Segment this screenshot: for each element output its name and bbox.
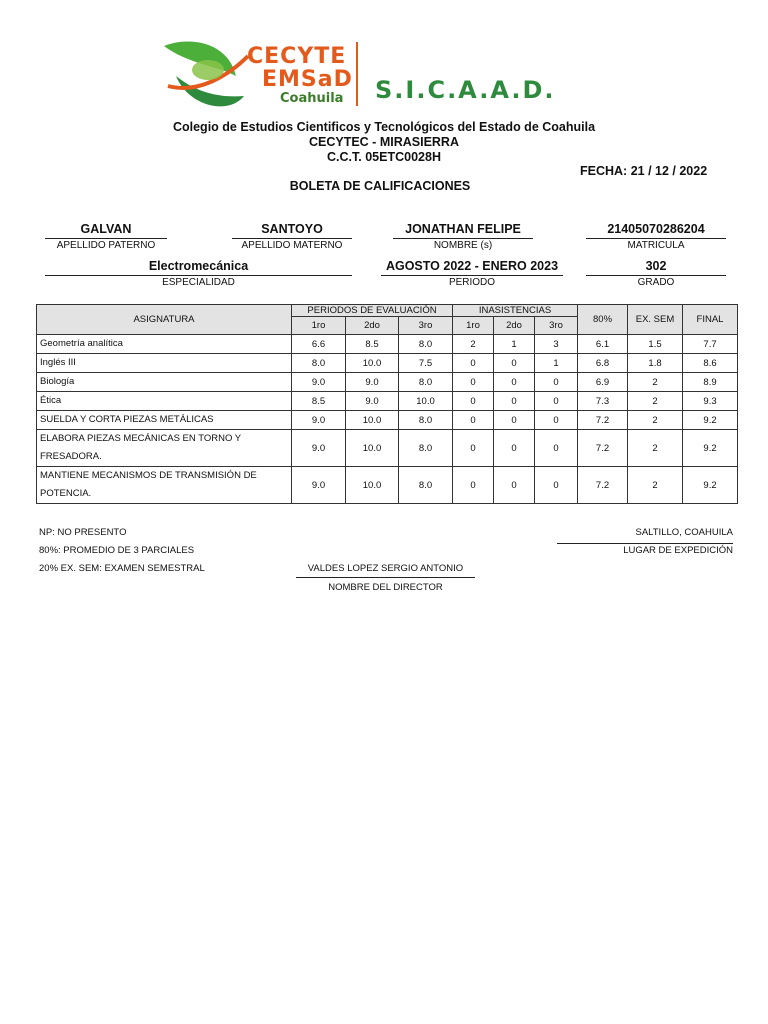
grade-cell-i1: 0 [453, 411, 494, 430]
grade-cell-i3: 3 [535, 335, 578, 354]
grade-cell-p2: 10.0 [346, 467, 399, 504]
header-sub-absence: 3ro [535, 317, 578, 335]
issue-place: SALTILLO, COAHUILA [557, 527, 733, 544]
subject-cell: Biología [37, 373, 292, 392]
grade-cell-i1: 0 [453, 392, 494, 411]
header-sub-absence: 2do [494, 317, 535, 335]
grade-cell-final: 9.3 [683, 392, 738, 411]
header-sub-period: 3ro [399, 317, 453, 335]
logo-text-coahuila: Coahuila [280, 91, 344, 106]
logo-divider [356, 42, 358, 106]
grade-cell-p3: 8.0 [399, 335, 453, 354]
grade-cell-p2: 9.0 [346, 373, 399, 392]
grade-cell-p1: 8.5 [292, 392, 346, 411]
table-row [37, 335, 738, 354]
grade-cell-final: 8.6 [683, 354, 738, 373]
grade-cell-p1: 9.0 [292, 467, 346, 504]
grade-cell-p80: 7.3 [578, 392, 628, 411]
table-row [37, 467, 738, 504]
grade-cell-i2: 0 [494, 467, 535, 504]
table-row [37, 430, 738, 467]
grade-cell-p2: 10.0 [346, 354, 399, 373]
cct-code: C.C.T. 05ETC0028H [327, 150, 441, 164]
grade-cell-i1: 2 [453, 335, 494, 354]
grade-cell-p3: 8.0 [399, 430, 453, 467]
issue-date: FECHA: 21 / 12 / 2022 [580, 164, 708, 178]
field-grado [586, 259, 726, 289]
header-inasistencias: INASISTENCIAS [453, 305, 578, 317]
field-nombre [393, 222, 533, 252]
header-exsem: EX. SEM [628, 305, 683, 335]
table-row [37, 392, 738, 411]
note-80: 80%: PROMEDIO DE 3 PARCIALES [39, 545, 195, 556]
subject-cell: MANTIENE MECANISMOS DE TRANSMISIÓN DE POTENCIA. [37, 467, 292, 504]
table-row [37, 373, 738, 392]
grade-cell-i1: 0 [453, 430, 494, 467]
subject-cell: Inglés III [37, 354, 292, 373]
grade-cell-i2: 0 [494, 373, 535, 392]
grade-cell-i2: 0 [494, 392, 535, 411]
grade-cell-p3: 8.0 [399, 411, 453, 430]
grade-cell-p80: 7.2 [578, 411, 628, 430]
grade-cell-i3: 0 [535, 392, 578, 411]
grade-cell-i2: 0 [494, 411, 535, 430]
subject-cell: ELABORA PIEZAS MECÁNICAS EN TORNO Y FRESADORA. [37, 430, 292, 467]
table-row [37, 354, 738, 373]
grade-cell-p2: 9.0 [346, 392, 399, 411]
grade-cell-i3: 0 [535, 373, 578, 392]
grado-label: GRADO [637, 277, 675, 288]
grade-cell-p80: 6.9 [578, 373, 628, 392]
director-name: VALDES LOPEZ SERGIO ANTONIO [296, 563, 475, 578]
grade-cell-i3: 0 [535, 430, 578, 467]
system-title: S.I.C.A.A.D. [375, 76, 556, 104]
campus-name: CECYTEC - MIRASIERRA [308, 135, 459, 149]
grade-cell-exsem: 1.8 [628, 354, 683, 373]
note-np: NP: NO PRESENTO [39, 527, 127, 538]
grade-cell-p1: 9.0 [292, 411, 346, 430]
grades-table [36, 304, 738, 504]
field-apellido-materno [232, 222, 352, 252]
grade-cell-i3: 0 [535, 411, 578, 430]
matricula-label: MATRICULA [627, 240, 685, 251]
subject-cell: Ética [37, 392, 292, 411]
grade-cell-p80: 7.2 [578, 430, 628, 467]
grade-cell-exsem: 2 [628, 430, 683, 467]
apellido-materno-value: SANTOYO [232, 222, 352, 239]
grade-cell-p80: 6.8 [578, 354, 628, 373]
grade-cell-i2: 1 [494, 335, 535, 354]
nombre-value: JONATHAN FELIPE [393, 222, 533, 239]
logo-text-cecyte: CECYTE [247, 44, 347, 69]
field-especialidad [45, 259, 352, 289]
periodo-label: PERIODO [448, 277, 496, 288]
grade-cell-final: 9.2 [683, 467, 738, 504]
apellido-materno-label: APELLIDO MATERNO [241, 240, 343, 251]
grade-cell-p3: 10.0 [399, 392, 453, 411]
grade-cell-final: 9.2 [683, 411, 738, 430]
apellido-paterno-label: APELLIDO PATERNO [56, 240, 156, 251]
periodo-value: AGOSTO 2022 - ENERO 2023 [381, 259, 563, 276]
grade-cell-p1: 9.0 [292, 430, 346, 467]
logo-text-emsad: EMSaD [262, 67, 353, 92]
grade-cell-p2: 10.0 [346, 430, 399, 467]
grade-cell-i1: 0 [453, 373, 494, 392]
nombre-label: NOMBRE (s) [433, 240, 493, 251]
grade-cell-exsem: 2 [628, 411, 683, 430]
especialidad-value: Electromecánica [45, 259, 352, 276]
grade-cell-final: 8.9 [683, 373, 738, 392]
grade-cell-i2: 0 [494, 430, 535, 467]
grade-cell-exsem: 2 [628, 392, 683, 411]
field-matricula [586, 222, 726, 252]
grade-cell-p3: 7.5 [399, 354, 453, 373]
grado-value: 302 [586, 259, 726, 276]
subject-cell: Geometría analítica [37, 335, 292, 354]
grade-cell-final: 9.2 [683, 430, 738, 467]
institution-name: Colegio de Estudios Cientificos y Tecnológicos del Estado de Coahuila [172, 120, 596, 134]
grade-cell-p1: 6.6 [292, 335, 346, 354]
field-apellido-paterno [45, 222, 167, 252]
grade-cell-p1: 8.0 [292, 354, 346, 373]
apellido-paterno-value: GALVAN [45, 222, 167, 239]
table-row [37, 411, 738, 430]
grade-cell-p80: 7.2 [578, 467, 628, 504]
grade-cell-p2: 10.0 [346, 411, 399, 430]
grade-cell-exsem: 1.5 [628, 335, 683, 354]
header-periodos: PERIODOS DE EVALUACIÓN [292, 305, 453, 317]
grade-cell-p80: 6.1 [578, 335, 628, 354]
header-sub-period: 2do [346, 317, 399, 335]
header-80: 80% [578, 305, 628, 335]
header-final: FINAL [683, 305, 738, 335]
grade-cell-i1: 0 [453, 354, 494, 373]
grade-cell-p3: 8.0 [399, 467, 453, 504]
field-periodo [381, 259, 563, 289]
grade-cell-p2: 8.5 [346, 335, 399, 354]
grade-cell-exsem: 2 [628, 373, 683, 392]
header-sub-absence: 1ro [453, 317, 494, 335]
director-label: NOMBRE DEL DIRECTOR [328, 582, 443, 593]
grade-cell-exsem: 2 [628, 467, 683, 504]
matricula-value: 21405070286204 [586, 222, 726, 239]
grade-cell-i2: 0 [494, 354, 535, 373]
note-20: 20% EX. SEM: EXAMEN SEMESTRAL [39, 563, 205, 574]
issue-place-label: LUGAR DE EXPEDICIÓN [623, 545, 733, 556]
grade-cell-p1: 9.0 [292, 373, 346, 392]
subject-cell: SUELDA Y CORTA PIEZAS METÁLICAS [37, 411, 292, 430]
header-asignatura: ASIGNATURA [37, 305, 292, 335]
grade-cell-i3: 1 [535, 354, 578, 373]
document-title: BOLETA DE CALIFICACIONES [289, 179, 471, 193]
grade-cell-p3: 8.0 [399, 373, 453, 392]
grade-cell-i1: 0 [453, 467, 494, 504]
grade-cell-final: 7.7 [683, 335, 738, 354]
header-sub-period: 1ro [292, 317, 346, 335]
grade-cell-i3: 0 [535, 467, 578, 504]
especialidad-label: ESPECIALIDAD [162, 277, 235, 288]
